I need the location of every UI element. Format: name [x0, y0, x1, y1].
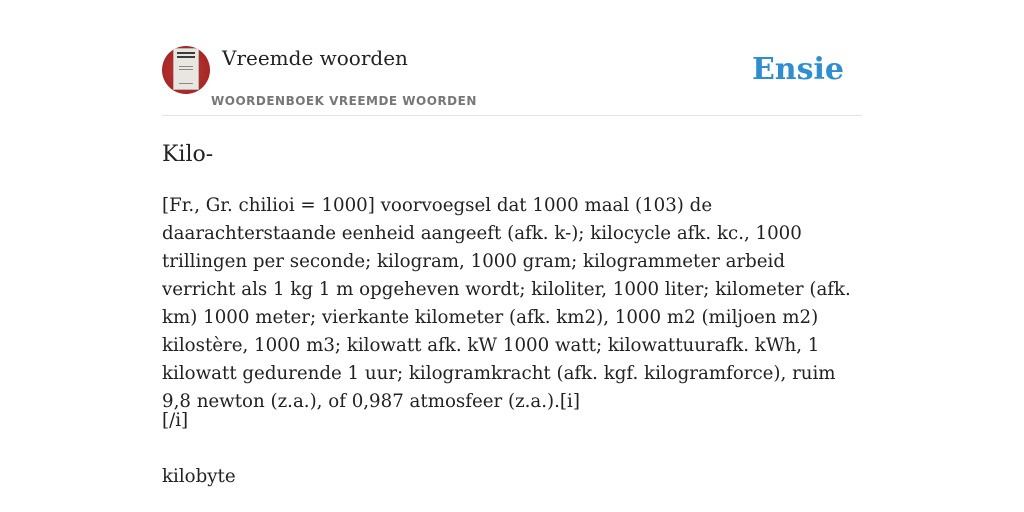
dictionary-subtitle: WOORDENBOEK VREEMDE WOORDEN	[211, 94, 477, 108]
book-cover-title-bar	[177, 52, 195, 54]
entry-title: Kilo-	[162, 142, 214, 167]
book-cover-text-line	[179, 83, 193, 84]
ensie-logo[interactable]: Ensie	[751, 52, 844, 87]
book-cover-title-bar	[177, 56, 195, 58]
related-entry-link[interactable]: kilobyte	[162, 466, 236, 487]
book-cover-image	[174, 49, 198, 89]
entry-definition: [Fr., Gr. chilioi = 1000] voorvoegsel dat 1000 maal (103) de daarachterstaande eenheid aangeeft (afk. k-); kilocycle afk. kc., 1000 trillingen per seconde; kilogram, 1000 gram; kilogrammeter arbeid verricht als 1 kg 1 m opgeheven wordt; kiloliter, 1000 liter; kilometer (afk. km) 1000 meter; vierkante kilometer (afk. km2), 1000 m2 (miljoen m2) kilostère, 1000 m3; kilowatt afk. kW 1000 watt; kilowattuurafk. kWh, 1 kilowatt gedurende 1 uur; kilogramkracht (afk. kgf. kilogramforce), ruim 9,8 newton (z.a.), of 0,987 atmosfeer (z.a.).[i]	[162, 195, 851, 412]
site-header	[162, 0, 862, 116]
book-cover-text-line	[179, 69, 193, 70]
book-cover-icon[interactable]	[162, 46, 210, 94]
definition-closing-tag: [/i]	[162, 410, 189, 431]
dictionary-title-link[interactable]: Vreemde woorden	[222, 46, 408, 70]
book-cover-text-line	[179, 66, 193, 67]
